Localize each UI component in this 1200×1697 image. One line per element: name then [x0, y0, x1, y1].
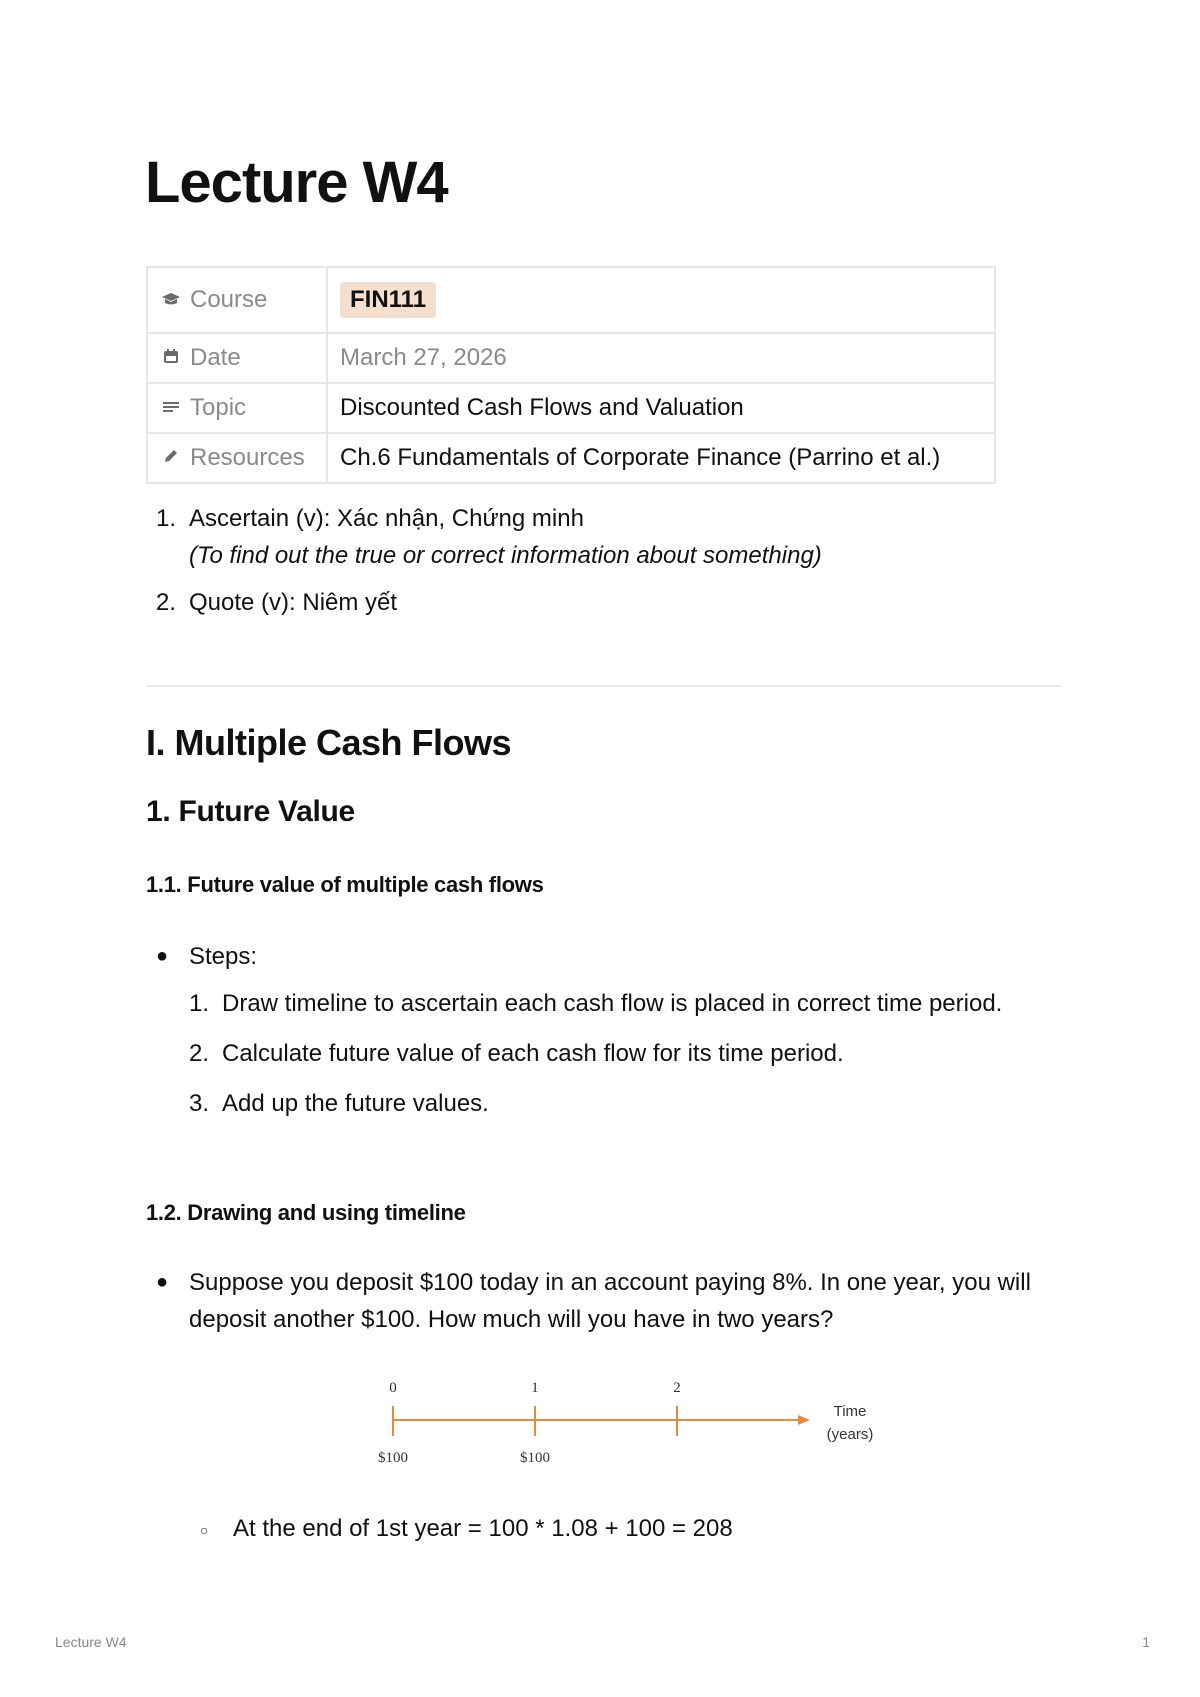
subheading-future-value-multiple: 1.1. Future value of multiple cash flows	[146, 872, 544, 897]
subheading-timeline: 1.2. Drawing and using timeline	[146, 1200, 466, 1225]
footer-title: Lecture W4	[55, 1634, 127, 1650]
list-item	[200, 1510, 733, 1547]
property-key-resources: Resources	[190, 444, 305, 471]
property-row-resources	[147, 433, 995, 483]
divider	[146, 685, 1061, 687]
list-number: 3.	[189, 1090, 210, 1117]
list-item	[156, 500, 1056, 574]
graduation-cap-icon	[160, 290, 182, 313]
circle-bullet-icon: ○	[200, 1522, 209, 1538]
properties-table	[146, 266, 996, 484]
list-item	[156, 938, 1056, 1122]
calc-text: At the end of 1st year = 100 * 1.08 + 100 = 208	[233, 1515, 733, 1542]
property-row-topic	[147, 383, 995, 433]
property-key-topic: Topic	[190, 394, 247, 421]
vocab-list	[156, 500, 1056, 621]
section-heading: I. Multiple Cash Flows	[146, 722, 512, 763]
example-text: Suppose you deposit $100 today in an account paying 8%. In one year, you will deposit another $100. How much will you have in two years?	[189, 1269, 1031, 1333]
resources-value[interactable]: Ch.6 Fundamentals of Corporate Finance (Parrino et al.)	[327, 433, 995, 483]
vocab-term: Ascertain (v): Xác nhận, Chứng minh	[189, 505, 584, 532]
list-number: 2.	[156, 589, 177, 616]
example-list	[156, 1264, 1066, 1338]
list-item	[189, 985, 1056, 1022]
timeline-tick-label: 0	[389, 1380, 397, 1396]
timeline-diagram	[360, 1370, 900, 1480]
step-text: Add up the future values.	[222, 1090, 489, 1117]
page-title: Lecture W4	[145, 150, 448, 215]
vocab-note: (To find out the true or correct information about something)	[189, 542, 822, 569]
timeline-arrow-icon	[798, 1415, 810, 1425]
steps-sublist	[189, 985, 1056, 1122]
list-item	[156, 1264, 1066, 1338]
step-text: Calculate future value of each cash flow for its time period.	[222, 1040, 844, 1067]
vocab-term: Quote (v): Niêm yết	[189, 589, 398, 616]
subsection-heading: 1. Future Value	[146, 795, 355, 828]
property-key-course: Course	[190, 286, 268, 313]
property-key-date: Date	[190, 344, 241, 371]
steps-label: Steps:	[189, 943, 258, 970]
calc-list	[200, 1510, 733, 1547]
calendar-icon	[160, 347, 182, 371]
list-number: 1.	[189, 990, 210, 1017]
list-item	[156, 584, 1056, 621]
cash-flow-label: $100	[520, 1450, 550, 1466]
bullet-icon: ●	[156, 945, 169, 967]
cash-flow-label: $100	[378, 1450, 408, 1466]
step-text: Draw timeline to ascertain each cash flow is placed in correct time period.	[222, 990, 1003, 1017]
timeline-axis-label: Time	[833, 1403, 867, 1420]
text-lines-icon	[160, 398, 182, 421]
course-tag[interactable]: FIN111	[340, 282, 436, 318]
pencil-icon	[160, 447, 182, 471]
bullet-icon: ●	[156, 1271, 169, 1293]
timeline-tick-label: 2	[673, 1380, 681, 1396]
topic-value[interactable]: Discounted Cash Flows and Valuation	[327, 383, 995, 433]
list-number: 1.	[156, 505, 177, 532]
date-value[interactable]: March 27, 2026	[340, 344, 507, 371]
property-row-course	[147, 267, 995, 333]
property-row-date	[147, 333, 995, 383]
list-item	[189, 1085, 1056, 1122]
timeline-axis-unit: (years)	[826, 1426, 874, 1443]
list-item	[189, 1035, 1056, 1072]
page-number: 1	[1142, 1634, 1150, 1650]
steps-list	[156, 938, 1056, 1122]
list-number: 2.	[189, 1040, 210, 1067]
timeline-tick-label: 1	[531, 1380, 539, 1396]
